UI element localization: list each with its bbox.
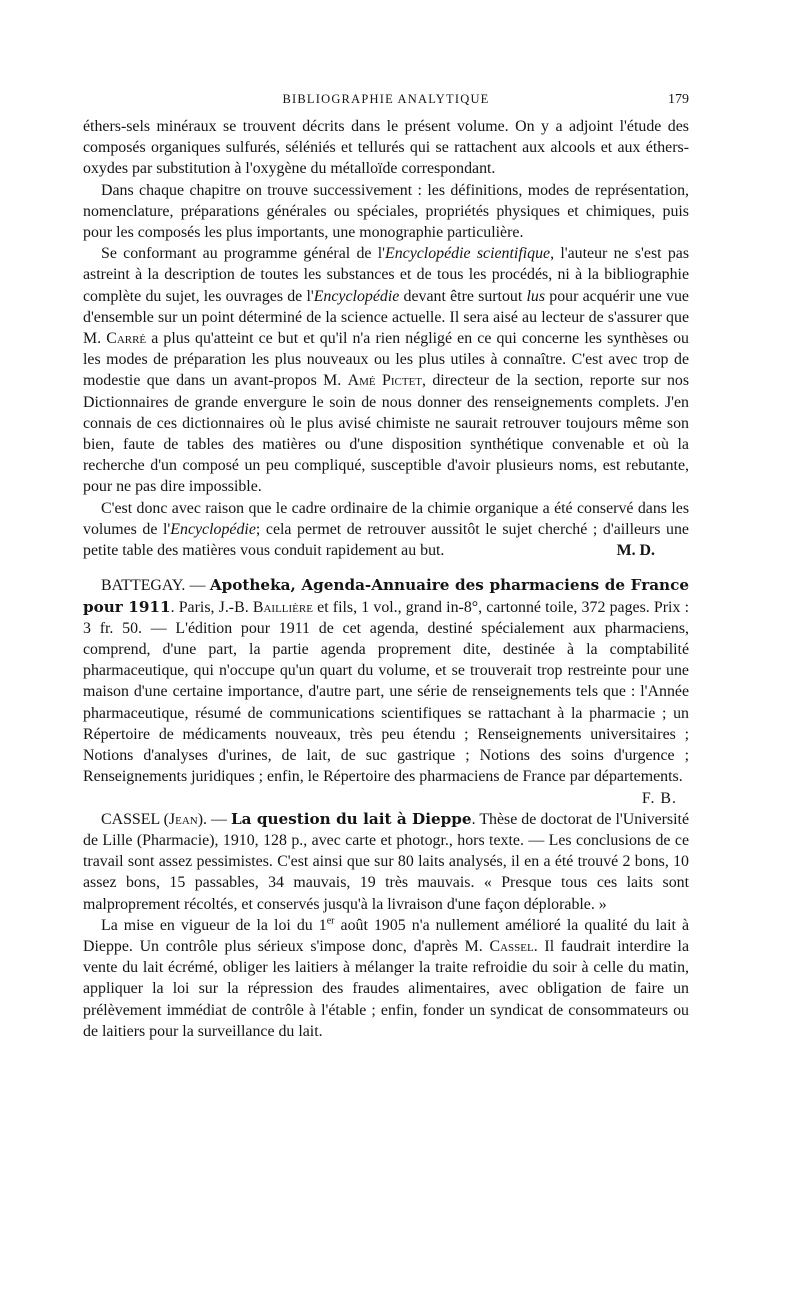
review-battegay <box>83 575 689 808</box>
review-continued <box>83 116 689 561</box>
signature: F. B. <box>641 789 677 807</box>
author: CASSEL ( <box>101 810 169 828</box>
paragraph: éthers-sels minéraux se trouvent décrits dans le présent volume. On y a adjoint l'étude des composés organiques sulfurés, séléniés et tellurés qui se rattachent aux alcools et aux éthers-oxydes par substitution à l'oxygène du métalloïde correspondant. <box>83 118 689 178</box>
page-number: 179 <box>668 92 689 107</box>
running-title: BIBLIOGRAPHIE ANALYTIQUE <box>282 92 490 106</box>
work-title: La question du lait à Dieppe <box>230 809 472 828</box>
body-text <box>83 116 689 1042</box>
signature: M. D. <box>616 542 655 560</box>
page-header <box>83 92 689 116</box>
paragraph: Dans chaque chapitre on trouve successivement : les définitions, modes de représentation, nomenclature, préparations générales ou spéciales, propriétés physiques et chimiques, puis pour les composés les plus importants, une monographie particulière. <box>83 181 689 242</box>
review-entry: BATTEGAY. — Apotheka, Agenda-Annuaire des pharmaciens de France pour 1911. Paris, J.-B. Baillière et fils, 1 vol., grand in-8°, cartonné toile, 372 pages. Prix : 3 fr. 50. — L'édition pour 1911 de cet agenda, destiné spécialement aux pharmaciens, comprend, d'une part, la partie agenda proprement dite, destinée à la comptabilité pharmaceutique, qui n'occupe qu'un quart du volume, et se trouverait trop restreinte pour une maison d'une certaine importance, d'autre part, une série de renseignements tels que : l'Année pharmaceutique, résumé de communications scientifiques se rattachant à la pharmacie ; un Répertoire de médicaments nouveaux, très peu étendu ; Renseignements universitaires ; Notions d'analyses d'urines, de lait, de suc gastrique ; Notions des soins d'urgence ; Renseignements juridiques ; enfin, le Répertoire des pharmaciens de France par départements. <box>83 576 689 786</box>
author: BATTEGAY. <box>101 577 186 595</box>
paragraph: La mise en vigueur de la loi du 1er août 1905 n'a nullement amélioré la qualité du lait à Dieppe. Un contrôle plus sérieux s'impose donc, d'après M. Cassel. Il faudrait interdire la vente du lait écrémé, obliger les laitiers à mélanger la traite refroidie du soir à celle du matin, appliquer la loi sur la répression des fraudes alimentaires, avec obligation de faire un prélèvement immédiat de contrôle à l'étable ; enfin, fonder un syndicat de consommateurs ou de laitiers pour la surveillance du lait. <box>83 915 689 1040</box>
review-cassel <box>83 809 689 1042</box>
review-entry: CASSEL (Jean). — La question du lait à Dieppe. Thèse de doctorat de l'Université de Lille (Pharmacie), 1910, 128 p., avec carte et photogr., hors texte. — Les conclusions de ce travail sont assez pessimistes. C'est ainsi que sur 80 laits analysés, il en a été trouvé 2 bons, 10 assez bons, 15 passables, 34 mauvais, 19 très mauvais. « Presque tous ces laits sont malproprement récoltés, et conservés jusqu'à la livraison d'une façon déplorable. » <box>83 809 689 913</box>
paragraph: Se conformant au programme général de l'Encyclopédie scientifique, l'auteur ne s'est pas astreint à la description de toutes les substances et de tous les procédés, ni à la bibliographie complète du sujet, les ouvrages de l'Encyclopédie devant être surtout lus pour acquérir une vue d'ensemble sur un point déterminé de la science actuelle. Il sera aisé au lecteur de s'assurer que M. Carré a plus qu'atteint ce but et qu'il n'a rien négligé en ce qui concerne les synthèses ou les modes de préparation les plus nouveaux ou les plus utiles à connaître. C'est avec trop de modestie que dans un avant-propos M. Amé Pictet, directeur de la section, reporte sur nos Dictionnaires de grande envergure le soin de nous donner des renseignements complets. J'en connais de ces dictionnaires où le plus avisé chimiste ne saurait retrouver toujours même son bien, faute de tables des matières ou d'une disposition synthétique convenable et où la recherche d'un composé un peu compliqué, susceptible d'avoir plusieurs noms, est rebutante, pour ne pas dire impossible. <box>83 245 690 496</box>
document-page <box>83 92 689 1042</box>
paragraph: C'est donc avec raison que le cadre ordinaire de la chimie organique a été conservé dans les volumes de l'Encyclopédie; cela permet de retrouver aussitôt le sujet cherché ; d'ailleurs une petite table des matières vous conduit rapidement au but. <box>83 499 689 560</box>
work-title: Apotheka, Agenda-Annuaire des pharmaciens de France pour 1911 <box>83 576 689 616</box>
